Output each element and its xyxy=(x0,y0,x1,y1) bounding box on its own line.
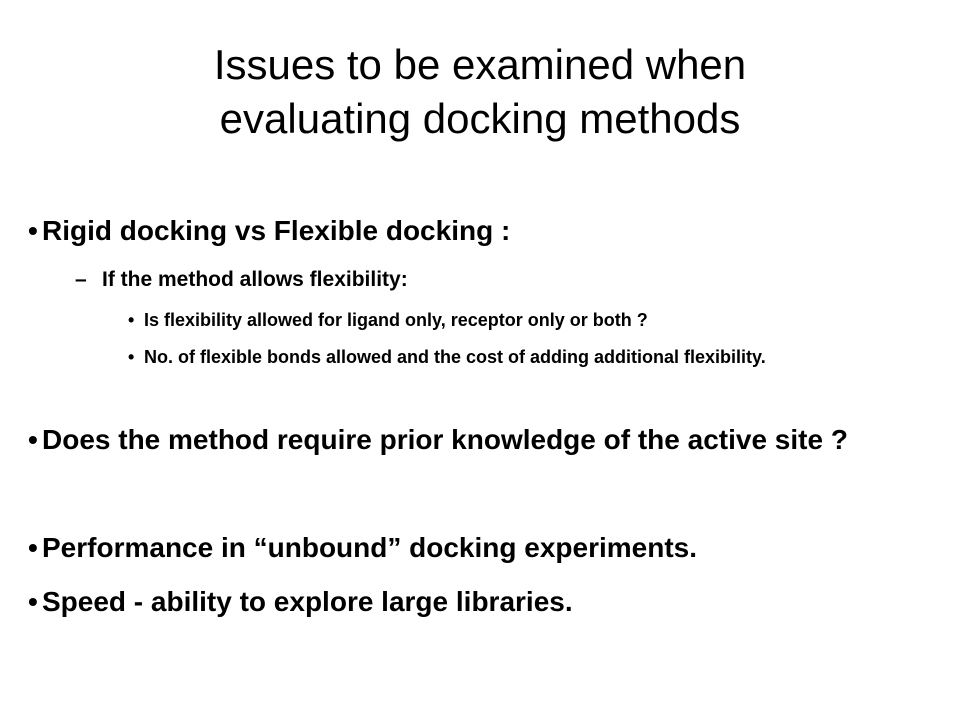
bullet-dot-icon: • xyxy=(28,586,38,617)
sub-bullet-flexibility xyxy=(75,265,902,295)
bullet-rigid-vs-flexible xyxy=(28,204,922,258)
dash-bullet-icon: – xyxy=(75,268,87,291)
bullet-unbound-performance xyxy=(28,521,922,575)
bullet-dot-icon: • xyxy=(28,532,38,563)
bullet-dot-icon: • xyxy=(128,310,135,330)
bullet-text: Does the method require prior knowledge of the active site ? xyxy=(42,424,848,455)
bullet-dot-icon: • xyxy=(28,215,38,246)
bullet-dot-icon: • xyxy=(128,347,135,367)
bullet-text: Rigid docking vs Flexible docking : xyxy=(42,215,511,246)
slide-title-line-2: evaluating docking methods xyxy=(219,95,741,142)
slide-title-line-1: Issues to be examined when xyxy=(213,41,747,88)
bullet-dot-icon: • xyxy=(28,424,38,455)
sub-sub-bullet-text: No. of flexible bonds allowed and the cost of adding additional flexibility. xyxy=(144,347,766,367)
sub-sub-bullet-flexible-bonds xyxy=(110,342,890,372)
sub-bullet-text: If the method allows flexibility: xyxy=(102,268,408,291)
bullet-speed xyxy=(28,575,922,629)
bullet-text: Speed - ability to explore large libraries. xyxy=(42,586,573,617)
sub-sub-bullet-ligand-receptor xyxy=(110,305,900,335)
bullet-prior-knowledge xyxy=(28,413,872,467)
bullet-text: Performance in “unbound” docking experiments. xyxy=(42,532,697,563)
sub-sub-bullet-text: Is flexibility allowed for ligand only, receptor only or both ? xyxy=(144,310,648,330)
